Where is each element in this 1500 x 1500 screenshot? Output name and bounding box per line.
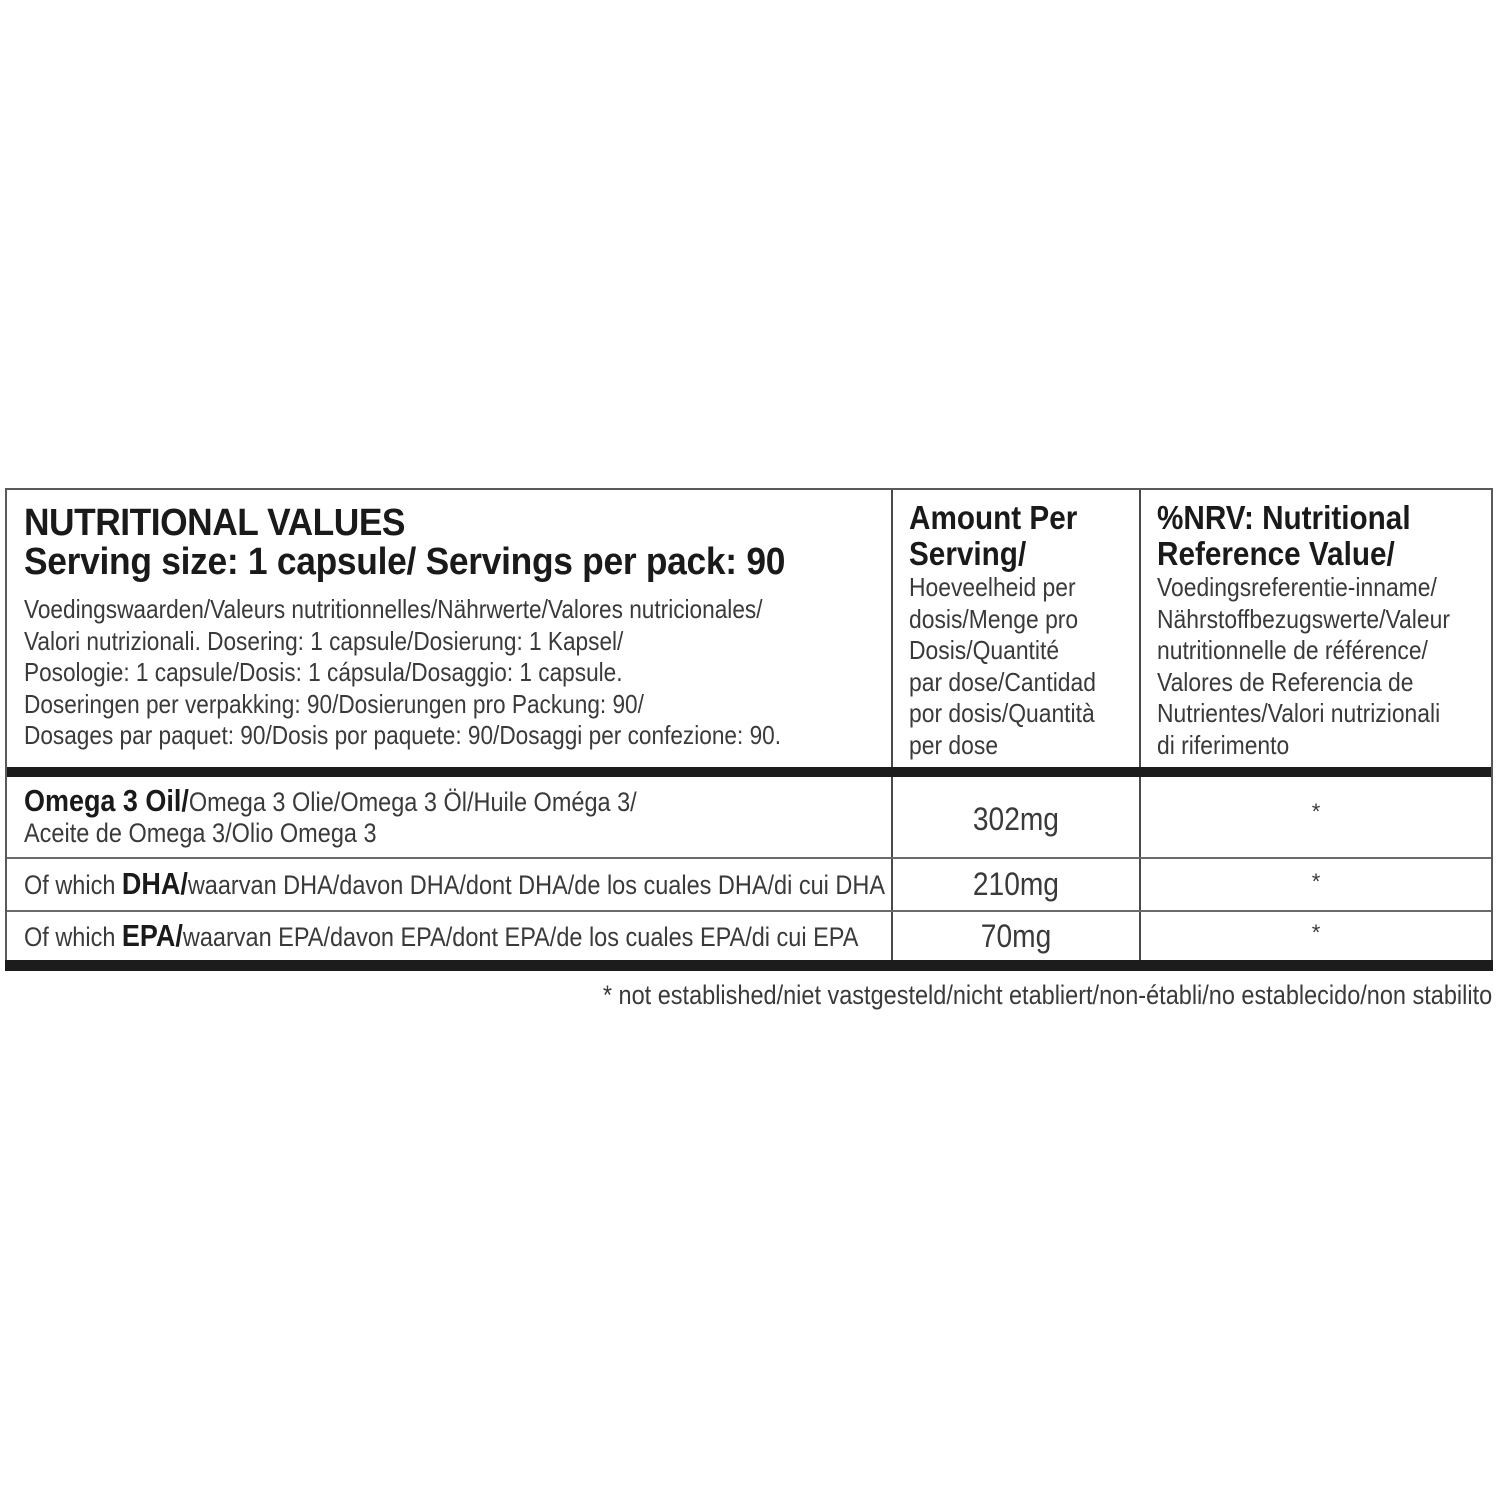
nrv-cell	[1139, 777, 1491, 857]
nutrient-name-cell	[7, 859, 891, 910]
header-description-cell	[7, 490, 891, 767]
amount-value: 70mg	[980, 917, 1052, 954]
table-header-row	[7, 490, 1491, 767]
translations-block	[24, 594, 782, 752]
translation-line: Valori nutrizionali. Dosering: 1 capsule/Dosierung: 1 Kapsel/	[24, 625, 624, 656]
nutrient-name-line2: Aceite de Omega 3/Olio Omega 3	[24, 818, 377, 848]
amount-sub-line: par dose/Cantidad	[909, 666, 1096, 697]
nrv-heading-line: %NRV: Nutritional	[1157, 499, 1411, 536]
nrv-value: *	[1311, 799, 1321, 824]
header-amount-cell	[891, 490, 1139, 767]
table-bottom-bar	[5, 960, 1493, 971]
header-nrv-cell	[1139, 490, 1491, 767]
nutrient-name-cell	[7, 777, 891, 857]
nutrient-name-bold: DHA/	[121, 866, 188, 901]
nutrition-table	[5, 488, 1493, 971]
table-title: NUTRITIONAL VALUES	[24, 502, 406, 544]
amount-heading-line: Amount Per	[909, 499, 1078, 536]
translation-line: Posologie: 1 capsule/Dosis: 1 cápsula/Dosaggio: 1 capsule.	[24, 657, 623, 687]
amount-value: 210mg	[972, 866, 1060, 902]
header-divider	[7, 767, 1491, 777]
nutrient-name-translations: waarvan EPA/davon EPA/dont EPA/de los cuales EPA/di cui EPA	[182, 921, 859, 952]
nrv-cell	[1139, 859, 1491, 910]
amount-sub-line: Hoeveelheid per	[909, 572, 1076, 602]
translation-line: Doseringen per verpakking: 90/Dosierungen pro Packung: 90/	[24, 688, 644, 719]
amount-sub-line: dosis/Menge pro	[909, 603, 1079, 634]
nrv-cell	[1139, 912, 1491, 960]
nrv-sub-line: Voedingsreferentie-inname/	[1157, 572, 1437, 602]
nrv-sub-line: Valores de Referencia de	[1157, 666, 1414, 697]
nutrient-name-cell	[7, 912, 891, 960]
amount-value: 302mg	[972, 800, 1060, 837]
translation-line: Dosages par paquet: 90/Dosis por paquete: 90/Dosaggi per confezione: 90.	[24, 720, 782, 750]
amount-cell	[891, 859, 1139, 910]
nutrient-name-translations: Omega 3 Olie/Omega 3 Öl/Huile Oméga 3/	[188, 787, 637, 817]
nrv-sub-line: Nutrientes/Valori nutrizionali	[1157, 698, 1441, 728]
nrv-sub-line: di riferimento	[1157, 729, 1290, 760]
nrv-heading-line: Reference Value/	[1157, 535, 1395, 572]
footnote: * not established/niet vastgesteld/nicht etabliert/non-établi/no establecido/non stabilito	[602, 980, 1492, 1010]
amount-cell	[891, 777, 1139, 857]
nutrient-name-bold: EPA/	[121, 917, 183, 953]
nrv-sub-line: nutritionnelle de référence/	[1157, 635, 1428, 665]
nrv-value: *	[1311, 869, 1321, 894]
amount-cell	[891, 912, 1139, 960]
nutrient-name-bold: Omega 3 Oil/	[24, 783, 189, 818]
table-row-epa	[7, 912, 1491, 960]
nrv-value: *	[1311, 920, 1321, 945]
amount-sub-line: Dosis/Quantité	[909, 635, 1060, 665]
amount-sub-line: per dose	[909, 729, 999, 760]
nutrient-prefix: Of which	[24, 870, 122, 900]
table-row-omega3	[7, 777, 1491, 859]
amount-sub-line: por dosis/Quantità	[909, 698, 1095, 728]
table-row-dha	[7, 859, 1491, 912]
translation-line: Voedingswaarden/Valeurs nutritionnelles/Nährwerte/Valores nutricionales/	[24, 594, 763, 624]
nutrient-name-translations: waarvan DHA/davon DHA/dont DHA/de los cuales DHA/di cui DHA	[187, 870, 886, 900]
nutrient-prefix: Of which	[24, 921, 122, 952]
nrv-sub-line: Nährstoffbezugswerte/Valeur	[1157, 603, 1450, 634]
amount-heading-line: Serving/	[909, 535, 1027, 572]
serving-size-line: Serving size: 1 capsule/ Servings per pack: 90	[24, 541, 786, 583]
